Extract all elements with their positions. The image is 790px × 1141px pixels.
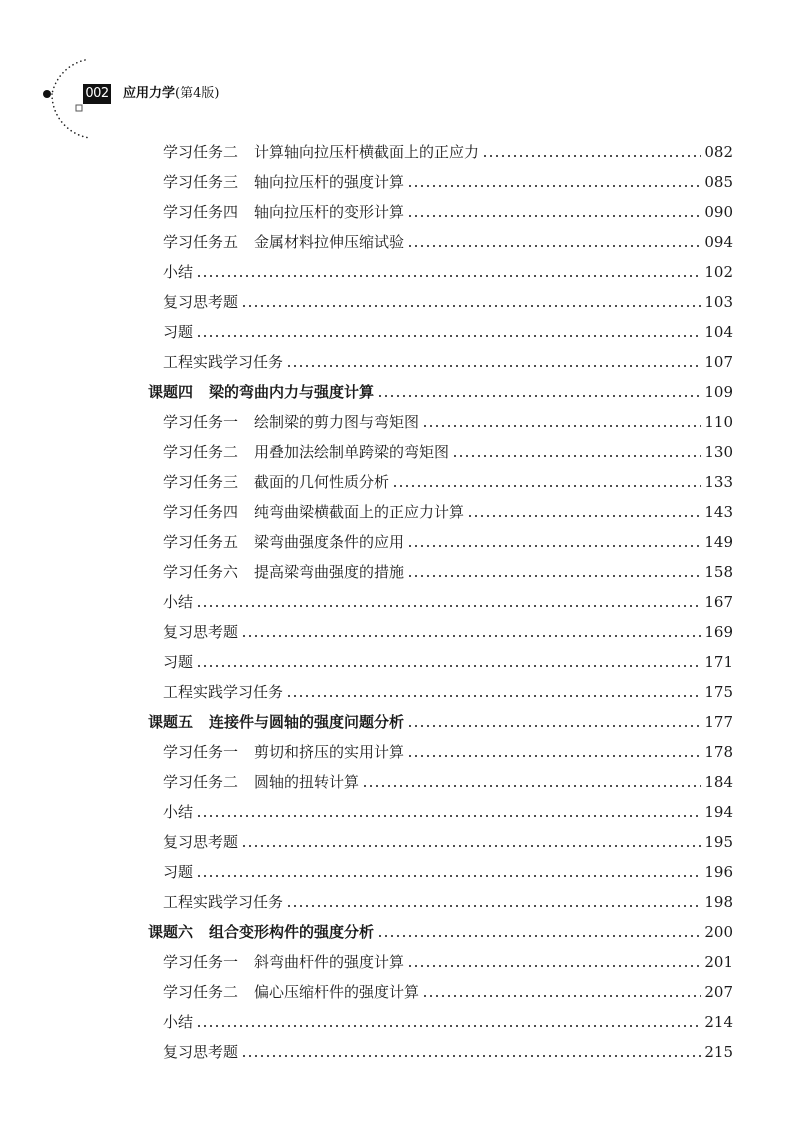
book-title-text: 应用力学 <box>123 86 176 101</box>
toc-page-number: 085 <box>704 173 733 191</box>
toc-entry-label <box>163 977 419 1007</box>
toc-entry-title: 轴向拉压杆的强度计算 <box>254 173 405 191</box>
toc-entry[interactable] <box>163 167 733 197</box>
toc-entry-label <box>163 857 193 887</box>
toc-entry[interactable] <box>163 677 733 707</box>
toc-entry-prefix: 学习任务五 <box>163 533 239 551</box>
toc-entry-title: 小结 <box>163 1013 194 1031</box>
dot-leader <box>407 197 701 227</box>
dot-leader <box>196 257 701 287</box>
toc-entry-title: 用叠加法绘制单跨梁的弯矩图 <box>254 443 450 461</box>
toc-entry[interactable] <box>163 557 733 587</box>
toc-entry-title: 复习思考题 <box>163 293 239 311</box>
toc-entry-title: 工程实践学习任务 <box>163 353 284 371</box>
toc-entry-prefix: 学习任务五 <box>163 233 239 251</box>
toc-entry-prefix: 学习任务二 <box>163 773 239 791</box>
dot-leader <box>196 797 701 827</box>
toc-entry-title: 小结 <box>163 263 194 281</box>
page-number: 002 <box>83 84 111 104</box>
toc-entry-label <box>163 347 283 377</box>
toc-entry-title: 斜弯曲杆件的强度计算 <box>254 953 405 971</box>
toc-page-number: 109 <box>704 383 733 401</box>
dot-leader <box>407 227 701 257</box>
toc-entry-prefix: 学习任务三 <box>163 173 239 191</box>
toc-page-number: 194 <box>704 803 733 821</box>
toc-entry-label <box>148 377 374 407</box>
toc-entry[interactable] <box>163 977 733 1007</box>
dot-leader <box>286 887 701 917</box>
toc-page-number: 215 <box>704 1043 733 1061</box>
toc-entry-prefix: 学习任务四 <box>163 203 239 221</box>
toc-chapter-entry[interactable] <box>148 707 733 737</box>
toc-entry-label <box>163 197 404 227</box>
toc-page-number: 082 <box>704 143 733 161</box>
toc-entry-title: 连接件与圆轴的强度问题分析 <box>209 713 405 731</box>
dot-leader <box>286 347 701 377</box>
toc-entry[interactable] <box>163 227 733 257</box>
dot-leader <box>196 587 701 617</box>
toc-entry-prefix: 课题五 <box>148 713 194 731</box>
toc-entry-title: 复习思考题 <box>163 1043 239 1061</box>
toc-entry[interactable] <box>163 467 733 497</box>
toc-entry[interactable] <box>163 497 733 527</box>
toc-entry-label <box>163 527 404 557</box>
toc-entry-title: 计算轴向拉压杆横截面上的正应力 <box>254 143 480 161</box>
toc-entry-title: 圆轴的扭转计算 <box>254 773 360 791</box>
toc-page-number: 196 <box>704 863 733 881</box>
toc-entry-label <box>163 557 404 587</box>
dot-leader <box>196 317 701 347</box>
toc-entry-label <box>163 467 389 497</box>
dot-leader <box>407 947 701 977</box>
dot-leader <box>407 557 701 587</box>
toc-entry[interactable] <box>163 887 733 917</box>
toc-entry-title: 梁的弯曲内力与强度计算 <box>209 383 375 401</box>
toc-page-number: 103 <box>704 293 733 311</box>
toc-page-number: 207 <box>704 983 733 1001</box>
toc-entry-label <box>163 647 193 677</box>
toc-entry-label <box>163 767 359 797</box>
toc-entry-label <box>163 317 193 347</box>
dot-leader <box>377 917 701 947</box>
toc-page-number: 149 <box>704 533 733 551</box>
dot-leader <box>241 287 701 317</box>
toc-entry-title: 工程实践学习任务 <box>163 893 284 911</box>
toc-entry[interactable] <box>163 257 733 287</box>
dot-leader <box>196 647 701 677</box>
toc-entry[interactable] <box>163 287 733 317</box>
toc-entry-label <box>148 707 404 737</box>
toc-entry-prefix: 学习任务二 <box>163 443 239 461</box>
toc-entry-prefix: 学习任务三 <box>163 473 239 491</box>
dot-leader <box>196 1007 701 1037</box>
toc-entry-label <box>163 437 449 467</box>
toc-entry-label <box>163 677 283 707</box>
toc-entry[interactable] <box>163 587 733 617</box>
toc-entry-title: 复习思考题 <box>163 833 239 851</box>
toc-entry-title: 习题 <box>163 653 194 671</box>
toc-entry-prefix: 学习任务一 <box>163 743 239 761</box>
toc-page-number: 175 <box>704 683 733 701</box>
dot-leader <box>241 827 701 857</box>
toc-entry[interactable] <box>163 347 733 377</box>
toc-entry-label <box>163 947 404 977</box>
page-header <box>0 0 790 140</box>
toc-entry-prefix: 学习任务二 <box>163 983 239 1001</box>
dot-leader <box>362 767 701 797</box>
toc-entry-title: 习题 <box>163 863 194 881</box>
toc-page-number: 130 <box>704 443 733 461</box>
toc-page-number: 133 <box>704 473 733 491</box>
dot-leader <box>392 467 701 497</box>
toc-entry-label <box>163 1037 238 1067</box>
toc-page-number: 110 <box>704 413 733 431</box>
dot-leader <box>452 437 701 467</box>
toc-page-number: 198 <box>704 893 733 911</box>
toc-entry-title: 组合变形构件的强度分析 <box>209 923 375 941</box>
toc-page-number: 090 <box>704 203 733 221</box>
toc-entry-title: 工程实践学习任务 <box>163 683 284 701</box>
toc-entry[interactable] <box>163 737 733 767</box>
toc-entry-label <box>163 227 404 257</box>
toc-entry-label <box>163 167 404 197</box>
toc-entry-label <box>163 587 193 617</box>
toc-entry-title: 截面的几何性质分析 <box>254 473 390 491</box>
toc-page-number: 195 <box>704 833 733 851</box>
toc-entry-prefix: 学习任务一 <box>163 953 239 971</box>
toc-entry-prefix: 学习任务二 <box>163 143 239 161</box>
toc-entry-title: 小结 <box>163 593 194 611</box>
toc-entry-title: 梁弯曲强度条件的应用 <box>254 533 405 551</box>
dot-leader <box>377 377 701 407</box>
dot-leader <box>422 407 701 437</box>
dot-leader <box>241 1037 701 1067</box>
toc-page-number: 158 <box>704 563 733 581</box>
toc-entry-label <box>163 287 238 317</box>
toc-entry[interactable] <box>163 527 733 557</box>
toc-entry-prefix: 课题六 <box>148 923 194 941</box>
toc-page-number: 178 <box>704 743 733 761</box>
toc-page-number: 143 <box>704 503 733 521</box>
toc-entry-prefix: 学习任务四 <box>163 503 239 521</box>
toc-page-number: 107 <box>704 353 733 371</box>
book-title <box>123 84 219 104</box>
dot-leader <box>241 617 701 647</box>
toc-entry-title: 轴向拉压杆的变形计算 <box>254 203 405 221</box>
toc-page-number: 177 <box>704 713 733 731</box>
toc-page-number: 200 <box>704 923 733 941</box>
toc-entry-title: 复习思考题 <box>163 623 239 641</box>
toc-entry-label <box>163 497 464 527</box>
toc-page-number: 104 <box>704 323 733 341</box>
toc-entry[interactable] <box>163 137 733 167</box>
dot-leader <box>407 167 701 197</box>
toc-chapter-entry[interactable] <box>148 377 733 407</box>
toc-entry[interactable] <box>163 767 733 797</box>
dot-leader <box>407 707 701 737</box>
toc-entry-label <box>163 737 404 767</box>
toc-entry-label <box>163 137 479 167</box>
toc-entry[interactable] <box>163 1037 733 1067</box>
toc-entry[interactable] <box>163 617 733 647</box>
toc-entry-label <box>163 1007 193 1037</box>
toc-entry[interactable] <box>163 317 733 347</box>
toc-page-number: 214 <box>704 1013 733 1031</box>
dot-leader <box>482 137 701 167</box>
toc-entry[interactable] <box>163 857 733 887</box>
dot-leader <box>407 737 701 767</box>
toc-entry-label <box>163 617 238 647</box>
dot-leader <box>196 857 701 887</box>
toc-page-number: 201 <box>704 953 733 971</box>
toc-entry-title: 纯弯曲梁横截面上的正应力计算 <box>254 503 465 521</box>
toc-page-number: 094 <box>704 233 733 251</box>
toc-chapter-entry[interactable] <box>148 917 733 947</box>
toc-entry-title: 偏心压缩杆件的强度计算 <box>254 983 420 1001</box>
toc-page-number: 167 <box>704 593 733 611</box>
toc-entry-title: 习题 <box>163 323 194 341</box>
toc-entry-title: 绘制梁的剪力图与弯矩图 <box>254 413 420 431</box>
dot-leader <box>467 497 701 527</box>
toc-entry-label <box>163 407 419 437</box>
toc-entry[interactable] <box>163 1007 733 1037</box>
header-ornament-icon <box>0 0 140 140</box>
toc-entry-label <box>163 257 193 287</box>
toc-entry-label <box>148 917 374 947</box>
dot-leader <box>407 527 701 557</box>
dot-leader <box>286 677 701 707</box>
toc-entry-label <box>163 827 238 857</box>
toc-entry-title: 提高梁弯曲强度的措施 <box>254 563 405 581</box>
book-edition: (第4版) <box>175 86 220 101</box>
toc-entry-label <box>163 797 193 827</box>
toc-entry-prefix: 学习任务一 <box>163 413 239 431</box>
toc-page-number: 102 <box>704 263 733 281</box>
toc-page-number: 171 <box>704 653 733 671</box>
toc-entry-label <box>163 887 283 917</box>
dot-leader <box>422 977 701 1007</box>
toc-entry[interactable] <box>163 197 733 227</box>
toc-entry[interactable] <box>163 827 733 857</box>
toc-page-number: 184 <box>704 773 733 791</box>
toc-entry[interactable] <box>163 947 733 977</box>
toc-entry[interactable] <box>163 407 733 437</box>
toc-page-number: 169 <box>704 623 733 641</box>
toc-entry[interactable] <box>163 797 733 827</box>
toc-entry-prefix: 学习任务六 <box>163 563 239 581</box>
toc-entry-title: 金属材料拉伸压缩试验 <box>254 233 405 251</box>
toc-entry[interactable] <box>163 437 733 467</box>
toc-entry-title: 小结 <box>163 803 194 821</box>
toc-entry-title: 剪切和挤压的实用计算 <box>254 743 405 761</box>
toc-entry-prefix: 课题四 <box>148 383 194 401</box>
toc-entry[interactable] <box>163 647 733 677</box>
